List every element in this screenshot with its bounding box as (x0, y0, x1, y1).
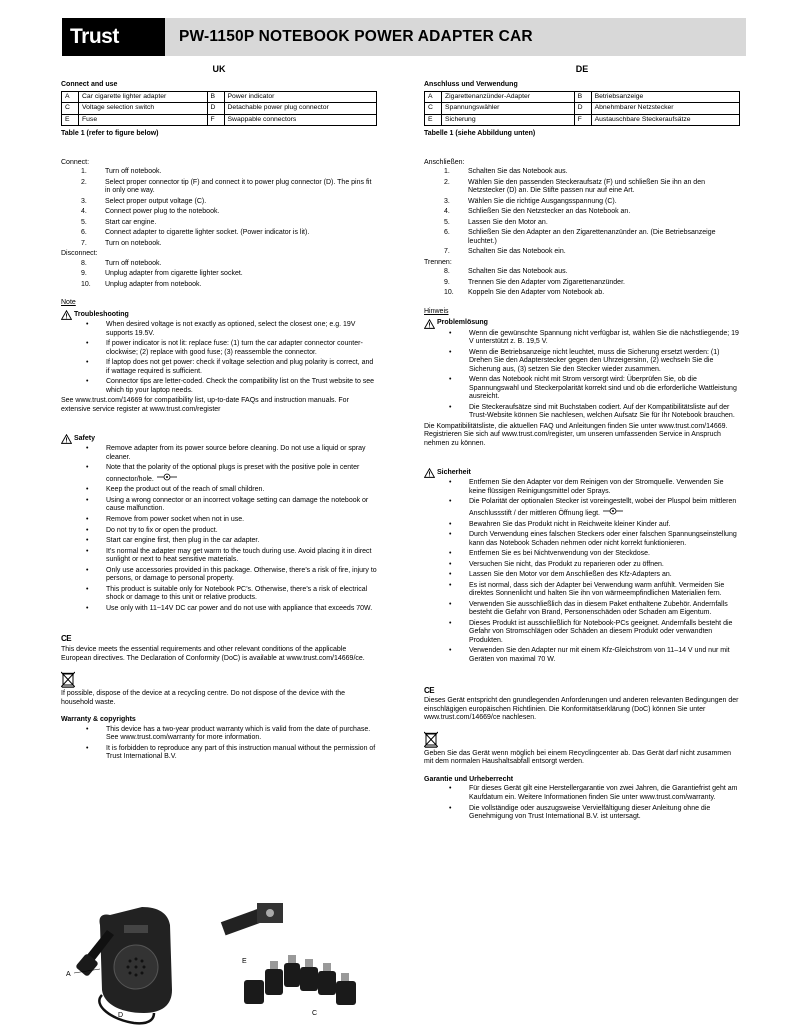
list-item (449, 404, 740, 421)
step-number: 5. (81, 218, 87, 226)
table-row (62, 103, 377, 115)
list-item (444, 248, 740, 257)
step-number: 6. (444, 229, 450, 237)
list-item (444, 198, 740, 207)
step-number: 6. (81, 229, 87, 237)
bullet-text: Bewahren Sie das Produkt nicht in Reichweite kleiner Kinder auf. (469, 520, 671, 528)
step-text: Schließen Sie den Adapter an den Zigarettenanzünder an. (Die Betriebsanzeige leuchtet.) (468, 229, 716, 245)
list-item (449, 498, 740, 518)
bullet-icon: • (86, 359, 89, 367)
note-label: Hinweis (424, 307, 449, 315)
figure-label-e: E (242, 958, 247, 965)
table-cell: B (207, 91, 224, 103)
list-item (86, 445, 377, 462)
list-item (449, 785, 740, 802)
step-text: Unplug adapter from cigarette lighter socket. (105, 270, 243, 278)
bullet-icon: • (449, 550, 452, 558)
warranty-list (86, 726, 377, 762)
bullet-icon: • (449, 403, 452, 411)
bullet-text: Use only with 11~14V DC car power and do not use with appliance that exceeds 70W. (106, 604, 373, 612)
step-number: 2. (444, 178, 450, 186)
step-text: Turn off notebook. (105, 168, 162, 176)
logo-text: Trust (70, 25, 119, 48)
bullet-text: Für dieses Gerät gilt eine Herstellergarantie von zwei Jahren, die Garantiefrist geht am Kaufdatum ein. Weitere Informationen finden Sie unter www.trust.com/warranty. (469, 785, 738, 801)
recycle-bin-icon (61, 671, 75, 688)
list-item (86, 548, 377, 565)
warranty-heading: Warranty & copyrights (61, 716, 136, 724)
bullet-text: Lassen Sie den Motor vor dem Anschließen des Kfz-Adapters an. (469, 571, 672, 579)
bullet-icon: • (86, 340, 89, 348)
bullet-text: This product is suitable only for Notebook PC’s. Otherwise, there’s a risk of electrical shock or damage to this unit or relative products. (106, 585, 368, 602)
safety-heading (61, 434, 377, 444)
list-item (86, 726, 377, 743)
bullet-text: It’s normal the adapter may get warm to the touch during use. Avoid placing it in direct sunlight or next to heat sensitive materials. (106, 547, 372, 564)
see-website-text: See www.trust.com/14669 for compatibility list, up-to-date FAQs and instruction manuals. For extensive service register at www.trust.com/register (61, 397, 349, 413)
bullet-icon: • (86, 378, 89, 386)
bullet-icon: • (449, 647, 452, 655)
list-item (444, 268, 740, 277)
list-item (449, 531, 740, 548)
step-number: 8. (81, 259, 87, 267)
list-item (86, 745, 377, 762)
list-item (81, 198, 377, 207)
table-cell: E (425, 114, 442, 126)
polarity-icon (156, 473, 178, 481)
bullet-icon: • (86, 496, 89, 504)
table-cell: C (425, 103, 442, 115)
ce-mark: CE (61, 634, 72, 644)
list-item (86, 321, 377, 338)
connect-use-heading: Anschluss und Verwendung (424, 80, 518, 88)
list-item (81, 219, 377, 228)
bullet-icon: • (449, 581, 452, 589)
bullet-text: Remove from power socket when not in use. (106, 516, 245, 523)
troubleshooting-list (86, 321, 377, 395)
bullet-text: Verwenden Sie ausschließlich das in diesem Paket enthaltene Zubehör. Andernfalls besteht die Gefahr von Brand, Personenschäden oder Schaden am Eigentum. (469, 600, 728, 617)
bullet-text: Using a wrong connector or an incorrect voltage setting can damage the notebook or cause malfunction. (106, 496, 369, 513)
step-number: 10. (81, 280, 91, 288)
bullet-icon: • (86, 445, 89, 453)
step-number: 3. (81, 197, 87, 205)
bullet-icon: • (86, 516, 89, 523)
step-number: 2. (81, 178, 87, 186)
safety-title: Sicherheit (437, 469, 471, 477)
list-item (86, 516, 377, 525)
bullet-icon: • (86, 486, 89, 494)
warning-icon (61, 434, 72, 444)
connect-use-heading: Connect and use (61, 80, 118, 88)
bullet-text: Only use accessories provided in this package. Otherwise, there’s a risk of fire, injury to persons, or damage to personal property. (106, 566, 377, 583)
table-cell: Fuse (79, 114, 208, 126)
list-item (444, 168, 740, 177)
uk-column (61, 64, 377, 764)
step-number: 9. (81, 270, 87, 278)
list-item (86, 567, 377, 584)
table-cell: A (425, 91, 442, 103)
table-row (425, 103, 740, 115)
list-item (444, 179, 740, 196)
bullet-text: Dieses Produkt ist ausschließlich für Notebook-PCs geeignet. Andernfalls besteht die Gefahr von Stromschlägen oder Schäden an diesem Produkt oder verwandten Produkten. (469, 619, 733, 644)
bullet-icon: • (449, 619, 452, 627)
table-cell: Power indicator (224, 91, 376, 103)
components-table (424, 91, 740, 127)
bullet-text: When desired voltage is not exactly as optioned, select the closest one; e.g. 19V supports 19.5V. (106, 320, 356, 337)
table-row (425, 91, 740, 103)
bullet-icon: • (86, 725, 89, 733)
list-item (86, 359, 377, 376)
list-item (449, 376, 740, 402)
recycle-bin-icon (424, 731, 438, 748)
ce-declaration: This device meets the essential requirements and other relevant conditions of the applicable European directives. The Declaration of Conformity (DoC) is available at www.trust.com/14669/ce. (61, 646, 365, 662)
list-item (81, 281, 377, 290)
bullet-text: Die Polarität der optionalen Stecker ist voreingestellt, wobei der Pluspol beim mittleren Anschlussstift / der mittleren Öffnung liegt. (469, 498, 737, 517)
list-item (449, 330, 740, 347)
safety-title: Safety (74, 435, 96, 443)
step-text: Schalten Sie das Notebook aus. (468, 268, 568, 276)
step-text: Start car engine. (105, 218, 157, 226)
bullet-text: Die vollständige oder auszugsweise Vervielfältigung dieser Anleitung ohne die Genehmigung von Trust International B.V. ist untersagt. (469, 804, 711, 821)
step-number: 1. (444, 168, 450, 176)
list-item (444, 289, 740, 298)
step-text: Schalten Sie das Notebook aus. (468, 168, 568, 176)
bullet-text: Note that the polarity of the optional plugs is preset with the positive pole in center connector/hole. (106, 464, 360, 483)
list-item (449, 561, 740, 570)
table-cell: Betriebsanzeige (591, 91, 739, 103)
connect-label: Anschließen: (424, 158, 465, 166)
bullet-text: Connector tips are letter-coded. Check the compatibility list on the Trust website to see which tip your laptop needs. (106, 378, 375, 394)
troubleshooting-list (449, 330, 740, 421)
polarity-icon (602, 507, 624, 515)
disconnect-steps (81, 260, 377, 290)
step-number: 3. (444, 197, 450, 205)
list-item (81, 260, 377, 269)
step-number: 4. (81, 208, 87, 216)
bullet-text: This device has a two-year product warranty which is valid from the date of purchase. See www.trust.com/warranty for more information. (106, 725, 371, 742)
bullet-icon: • (449, 560, 452, 568)
step-number: 10. (444, 289, 454, 297)
components-table (61, 91, 377, 127)
disconnect-steps (444, 268, 740, 298)
bullet-icon: • (86, 537, 89, 545)
bullet-text: Wenn das Notebook nicht mit Strom versorgt wird: Überprüfen Sie, ob die Spannungswahl und Steckerpolarität korrekt sind und ob die erforderliche Wattleistung ausreicht. (469, 376, 737, 401)
table-caption: Table 1 (refer to figure below) (61, 130, 159, 137)
bullet-text: If laptop does not get power: check if voltage selection and plug polarity is correct, and if wattage required is sufficient. (106, 359, 374, 375)
step-text: Select proper connector tip (F) and connect it to power plug connector (D). The pins fit in only one way. (105, 178, 372, 195)
list-item (86, 378, 377, 395)
table-cell: Austauschbare Steckeraufsätze (591, 114, 739, 126)
document-title: PW-1150P NOTEBOOK POWER ADAPTER CAR (179, 28, 533, 45)
list-item (81, 179, 377, 196)
bullet-text: Start car engine first, then plug in the car adapter. (106, 537, 260, 545)
table-cell: D (574, 103, 591, 115)
step-text: Select proper output voltage (C). (105, 197, 207, 205)
step-text: Wählen Sie den passenden Steckeraufsatz (F) und schließen Sie ihn an den Netzstecker (D) an. Die Stifte passen nur auf eine Art. (468, 178, 705, 195)
list-item (449, 571, 740, 580)
list-item (86, 605, 377, 614)
figure-label-a: A (66, 971, 71, 978)
bullet-icon: • (86, 566, 89, 574)
language-heading: UK (212, 64, 226, 74)
troubleshooting-title: Problemlösung (437, 319, 488, 327)
list-item (444, 208, 740, 217)
warranty-heading: Garantie und Urheberrecht (424, 775, 514, 783)
step-number: 4. (444, 208, 450, 216)
list-item (449, 550, 740, 559)
list-item (449, 647, 740, 664)
table-cell: Sicherung (442, 114, 575, 126)
list-item (444, 279, 740, 288)
list-item (449, 349, 740, 375)
see-website-text: Die Kompatibilitätsliste, die aktuellen FAQ und Anleitungen finden Sie unter www.trust.com/14669. Registrieren Sie sich auf www.trust.com/register, um unseren umfassenden Service in Anspruch nehmen zu können. (424, 422, 728, 447)
list-item (86, 497, 377, 514)
de-column (424, 64, 740, 824)
table-cell: C (62, 103, 79, 115)
connector-tips-image (244, 955, 356, 1005)
step-text: Schließen Sie den Netzstecker an das Notebook an. (468, 208, 631, 216)
list-item (444, 219, 740, 228)
step-text: Unplug adapter from notebook. (105, 280, 202, 288)
list-item (449, 521, 740, 530)
bullet-text: Entfernen Sie es bei Nichtverwendung von der Steckdose. (469, 550, 650, 558)
bullet-icon: • (86, 320, 89, 328)
list-item (449, 582, 740, 599)
troubleshooting-heading (424, 319, 740, 329)
bullet-icon: • (449, 804, 452, 812)
bullet-icon: • (449, 498, 452, 506)
trust-logo (62, 18, 165, 56)
list-item (81, 240, 377, 249)
connect-label: Connect: (61, 158, 90, 166)
table-row (62, 114, 377, 126)
bullet-icon: • (449, 329, 452, 337)
warning-icon (61, 310, 72, 320)
table-cell: Abnehmbarer Netzstecker (591, 103, 739, 115)
bullet-icon: • (449, 785, 452, 793)
step-text: Connect adapter to cigarette lighter socket. (Power indicator is lit). (105, 229, 310, 237)
table-caption: Tabelle 1 (siehe Abbildung unten) (424, 130, 536, 137)
bullet-text: Versuchen Sie nicht, das Produkt zu reparieren oder zu öffnen. (469, 560, 664, 568)
list-item (449, 479, 740, 496)
bullet-text: Durch Verwendung eines falschen Steckers oder einer falschen Spannungseinstellung kann das Notebook Schaden nehmen oder nicht korrekt funktionieren. (469, 531, 737, 547)
step-text: Connect power plug to the notebook. (105, 208, 220, 216)
bullet-text: Verwenden Sie den Adapter nur mit einem Kfz-Gleichstrom von 11–14 V und nur mit Geräten von maximal 70 W. (469, 647, 730, 663)
list-item (449, 620, 740, 646)
step-text: Turn on notebook. (105, 239, 162, 247)
table-cell: Spannungswähler (442, 103, 575, 115)
step-text: Schalten Sie das Notebook ein. (468, 248, 566, 256)
disposal-text: Geben Sie das Gerät wenn möglich bei einem Recyclingcenter ab. Das Gerät darf nicht zusammen mit dem normalen Haushaltsabfall entsorgt werden. (424, 749, 731, 766)
figure-label-d: D (118, 1012, 124, 1019)
bullet-icon: • (449, 571, 452, 579)
list-item (81, 168, 377, 177)
bullet-text: It is forbidden to reproduce any part of this instruction manual without the permission of Trust International B.V. (106, 744, 376, 761)
bullet-icon: • (86, 604, 89, 612)
product-figure (62, 895, 382, 1030)
step-text: Wählen Sie die richtige Ausgangsspannung (C). (468, 197, 617, 205)
bullet-icon: • (449, 600, 452, 608)
bullet-icon: • (86, 585, 89, 593)
table-cell: Car cigarette lighter adapter (79, 91, 208, 103)
step-number: 5. (444, 218, 450, 226)
step-text: Lassen Sie den Motor an. (468, 218, 548, 226)
fuse-image (221, 903, 283, 935)
warning-icon (424, 319, 435, 329)
note-label: Note (61, 299, 76, 307)
bullet-icon: • (86, 464, 89, 472)
bullet-icon: • (449, 520, 452, 528)
connect-steps (81, 168, 377, 248)
table-cell: B (574, 91, 591, 103)
step-text: Trennen Sie den Adapter vom Zigarettenanzünder. (468, 278, 625, 286)
list-item (444, 229, 740, 246)
bullet-icon: • (86, 744, 89, 752)
bullet-icon: • (449, 348, 452, 356)
disconnect-label: Disconnect: (61, 250, 98, 258)
list-item (81, 229, 377, 238)
list-item (449, 805, 740, 822)
step-number: 7. (81, 239, 87, 247)
safety-list (86, 445, 377, 613)
bullet-text: If power indicator is not lit: replace fuse: (1) turn the car adapter connector counter-clockwise; (2) replace with good fuse; (3) reassemble the connector. (106, 340, 363, 356)
table-cell: F (207, 114, 224, 126)
step-text: Koppeln Sie den Adapter vom Notebook ab. (468, 289, 605, 297)
step-number: 8. (444, 268, 450, 276)
bullet-text: Do not try to fix or open the product. (106, 526, 218, 534)
bullet-icon: • (86, 547, 89, 555)
bullet-text: Wenn die gewünschte Spannung nicht verfügbar ist, wählen Sie die nächstliegende; 19 V unterstützt z. B. 19,5 V. (469, 329, 739, 346)
bullet-icon: • (449, 376, 452, 384)
table-row (425, 114, 740, 126)
list-item (86, 527, 377, 536)
table-cell: Zigarettenanzünder-Adapter (442, 91, 575, 103)
table-cell: E (62, 114, 79, 126)
step-number: 7. (444, 248, 450, 256)
step-number: 9. (444, 278, 450, 286)
safety-list (449, 479, 740, 664)
bullet-icon: • (449, 479, 452, 487)
troubleshooting-title: Troubleshooting (74, 310, 129, 318)
list-item (86, 340, 377, 357)
bullet-text: Remove adapter from its power source before cleaning. Do not use a liquid or spray cleaner. (106, 445, 366, 461)
warning-icon (424, 468, 435, 478)
table-row (62, 91, 377, 103)
ce-declaration: Dieses Gerät entspricht den grundlegenden Anforderungen und anderen relevanten Bedingungen der einschlägigen europäischen Richtlinien. Die Konformitätserklärung (DoC) können Sie unter www.trust.com/14669/ce nachlesen. (424, 697, 739, 722)
list-item (86, 464, 377, 484)
list-item (449, 601, 740, 618)
table-cell: A (62, 91, 79, 103)
ce-mark: CE (424, 685, 435, 695)
bullet-icon: • (86, 526, 89, 534)
list-item (86, 586, 377, 603)
table-cell: Swappable connectors (224, 114, 376, 126)
bullet-text: Keep the product out of the reach of small children. (106, 486, 265, 494)
step-text: Turn off notebook. (105, 259, 162, 267)
list-item (86, 486, 377, 495)
figure-label-c: C (312, 1010, 318, 1017)
table-cell: Detachable power plug connector (224, 103, 376, 115)
disconnect-label: Trennen: (424, 258, 452, 266)
list-item (81, 208, 377, 217)
disposal-text: If possible, dispose of the device at a recycling centre. Do not dispose of the device with the household waste. (61, 690, 346, 706)
adapter-body-image (99, 907, 172, 1013)
bullet-text: Es ist normal, dass sich der Adapter bei Verwendung warm anfühlt. Vermeiden Sie direktes Sonnenlicht und halten Sie ihn von wärmeempfindlichen Materialien fern. (469, 581, 725, 598)
language-heading: DE (575, 64, 589, 74)
table-cell: Voltage selection switch (79, 103, 208, 115)
bullet-text: Entfernen Sie den Adapter vor dem Reinigen von der Stromquelle. Verwenden Sie keine flüssigen Reinigungsmittel oder Sprays. (469, 479, 724, 495)
warranty-list (449, 785, 740, 821)
list-item (86, 537, 377, 546)
table-cell: D (207, 103, 224, 115)
table-cell: F (574, 114, 591, 126)
bullet-icon: • (449, 531, 452, 539)
troubleshooting-heading (61, 310, 377, 320)
step-number: 1. (81, 168, 87, 176)
page-header (62, 18, 746, 56)
safety-heading (424, 468, 740, 478)
list-item (81, 270, 377, 279)
bullet-text: Die Steckeraufsätze sind mit Buchstaben codiert. Auf der Kompatibilitätsliste auf der Trust-Website können Sie nachlesen, welchen Aufsatz Sie für Ihr Notebook brauchen. (469, 403, 735, 420)
bullet-text: Wenn die Betriebsanzeige nicht leuchtet, muss die Sicherung ersetzt werden: (1) Drehen Sie den Adapterstecker gegen den Uhrzeigersinn, (2) wechseln Sie die Sicherung aus, (3) setzen Sie den Stecker wieder zusammen. (469, 348, 720, 373)
connect-steps (444, 168, 740, 257)
